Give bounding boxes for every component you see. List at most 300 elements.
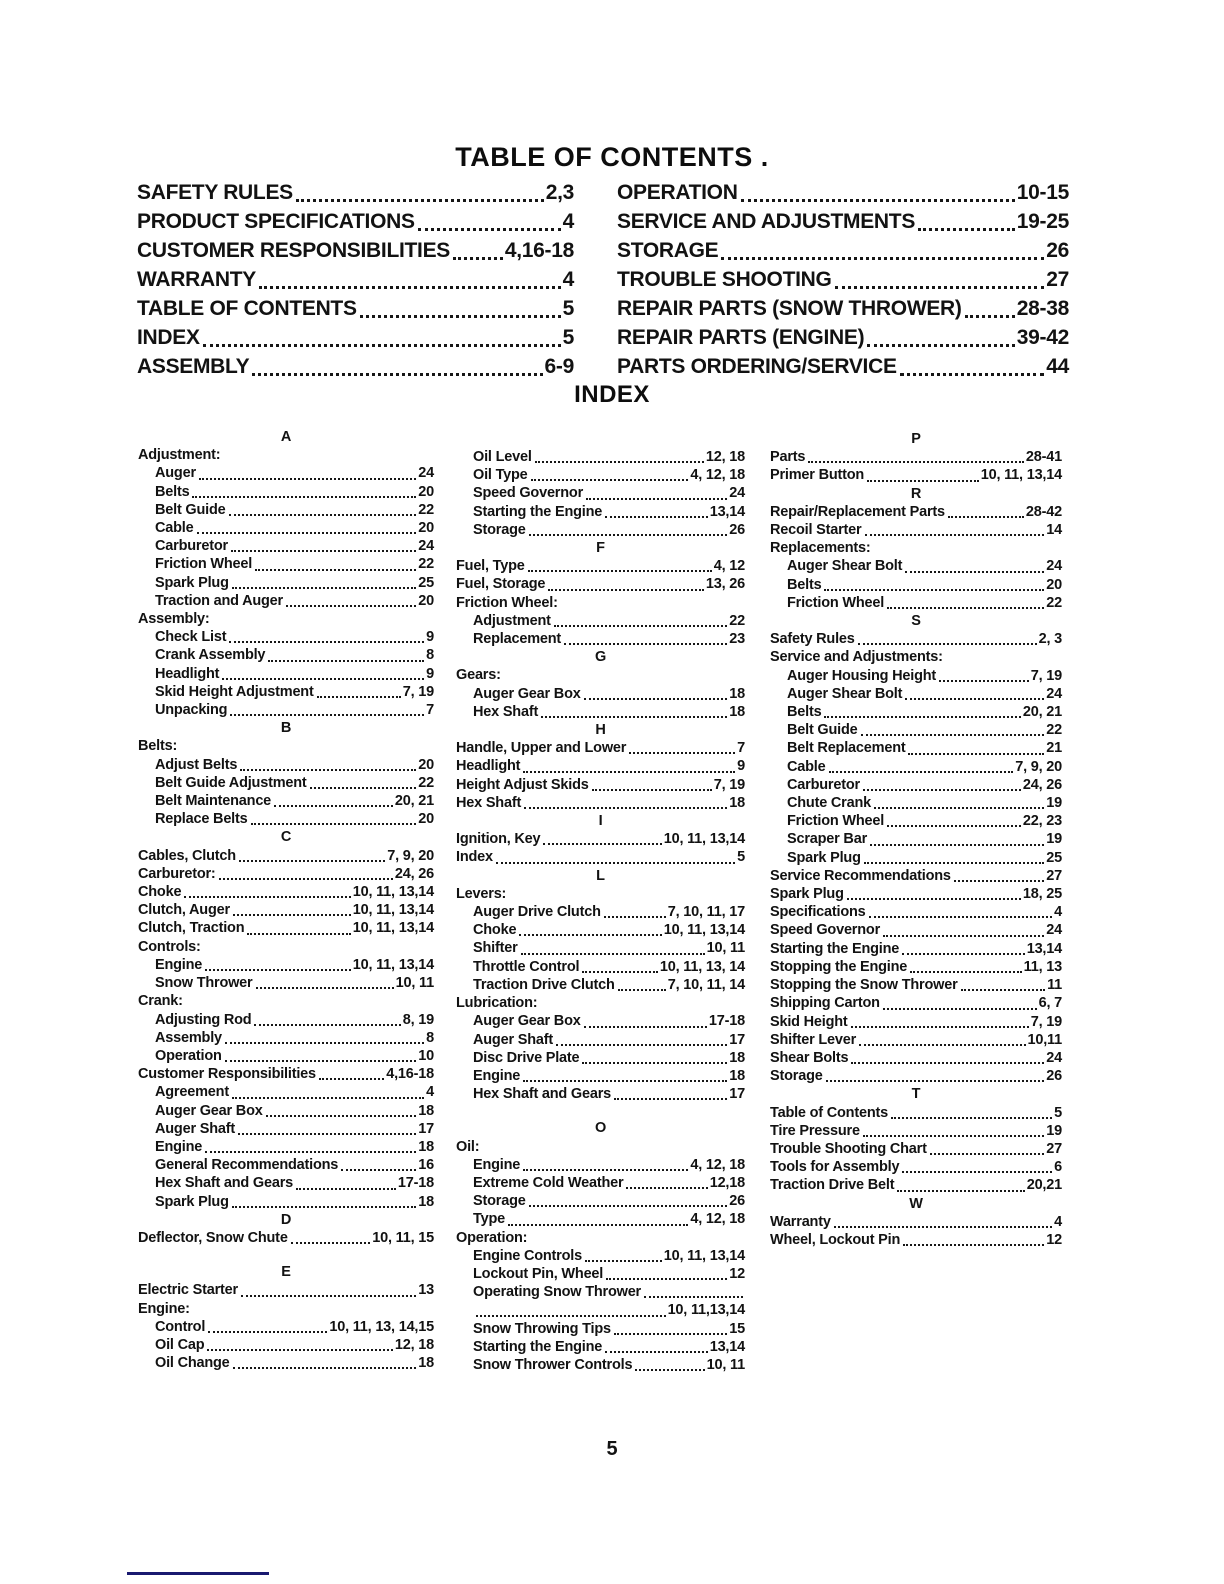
dot-leader bbox=[605, 1351, 708, 1353]
index-entry bbox=[456, 994, 745, 1012]
page-numbers: 12,18 bbox=[709, 1174, 745, 1191]
entry-label: Auger bbox=[155, 465, 196, 482]
entry-label: Fuel, Storage bbox=[456, 576, 546, 593]
dot-leader bbox=[592, 789, 712, 791]
index-entry bbox=[770, 921, 1062, 939]
entry-label: Agreement bbox=[155, 1084, 229, 1101]
spacer bbox=[456, 1103, 745, 1119]
dot-leader bbox=[543, 843, 661, 845]
index-entry bbox=[456, 1229, 745, 1247]
dot-leader bbox=[291, 1242, 371, 1244]
page-numbers: 2, 3 bbox=[1038, 631, 1062, 648]
index-entry bbox=[617, 207, 1069, 236]
index-entry bbox=[617, 352, 1069, 381]
entry-label: Spark Plug bbox=[155, 574, 229, 591]
index-entry bbox=[770, 849, 1062, 867]
dot-leader bbox=[614, 1098, 727, 1100]
entry-label: Auger Housing Height bbox=[787, 667, 937, 684]
page-numbers: 26 bbox=[729, 521, 745, 538]
page-numbers: 9 bbox=[426, 665, 434, 682]
page-numbers: 10, 11,13,14 bbox=[667, 1302, 745, 1319]
entry-label: INDEX bbox=[137, 326, 200, 349]
index-entry bbox=[138, 938, 434, 956]
index-entry bbox=[770, 1231, 1062, 1249]
entry-label: TROUBLE SHOOTING bbox=[617, 268, 832, 291]
toc-title: TABLE OF CONTENTS . bbox=[455, 142, 769, 172]
entry-label: Auger Gear Box bbox=[473, 685, 581, 702]
index-entry bbox=[770, 1140, 1062, 1158]
index-entry bbox=[138, 592, 434, 610]
entry-label: Ignition, Key bbox=[456, 831, 541, 848]
index-entry bbox=[456, 703, 745, 721]
index-entry bbox=[770, 1031, 1062, 1049]
dot-leader bbox=[883, 935, 1044, 937]
index-entry bbox=[138, 901, 434, 919]
entry-label: Shifter bbox=[473, 940, 518, 957]
index-entry bbox=[770, 557, 1062, 575]
entry-label: Specifications bbox=[770, 904, 866, 921]
entry-label: CUSTOMER RESPONSIBILITIES bbox=[137, 239, 450, 262]
dot-leader bbox=[582, 1062, 727, 1064]
index-entry bbox=[138, 1047, 434, 1065]
index-entry bbox=[138, 1065, 434, 1083]
entry-label: STORAGE bbox=[617, 239, 719, 262]
page-numbers: 20 bbox=[418, 483, 434, 500]
entry-label: WARRANTY bbox=[137, 268, 256, 291]
dot-leader bbox=[197, 532, 417, 534]
entry-label: Spark Plug bbox=[155, 1193, 229, 1210]
entry-label: Speed Governor bbox=[473, 485, 584, 502]
index-entry bbox=[138, 1083, 434, 1101]
index-entry bbox=[770, 576, 1062, 594]
page-numbers: 28-42 bbox=[1025, 503, 1062, 520]
dot-leader bbox=[887, 825, 1021, 827]
page-numbers: 19-25 bbox=[1016, 210, 1069, 233]
entry-label: Headlight bbox=[456, 758, 521, 775]
entry-label: Storage bbox=[473, 521, 526, 538]
index-entry bbox=[770, 958, 1062, 976]
page-numbers: 21 bbox=[1046, 740, 1062, 757]
entry-label: Lockout Pin, Wheel bbox=[473, 1265, 604, 1282]
entry-label: Speed Governor bbox=[770, 922, 881, 939]
dot-leader bbox=[905, 571, 1044, 573]
entry-label: Type bbox=[473, 1211, 505, 1228]
page-numbers: 7, 9, 20 bbox=[1015, 758, 1062, 775]
index-letter-heading: C bbox=[280, 829, 292, 846]
dot-leader bbox=[529, 1205, 728, 1207]
index-entry bbox=[617, 178, 1069, 207]
page-numbers: 10, 11, 13,14 bbox=[352, 956, 434, 973]
index-entry bbox=[770, 940, 1062, 958]
entry-label: Hex Shaft bbox=[456, 794, 522, 811]
page-numbers: 4, 12 bbox=[713, 558, 745, 575]
entry-label: Stopping the Engine bbox=[770, 958, 908, 975]
index-entry bbox=[456, 1247, 745, 1265]
dot-leader bbox=[834, 1226, 1052, 1228]
index-entry bbox=[456, 612, 745, 630]
dot-leader bbox=[207, 1349, 393, 1351]
entry-label: Control bbox=[155, 1318, 206, 1335]
index-entry bbox=[137, 207, 574, 236]
page-numbers: 24 bbox=[1046, 685, 1062, 702]
index-entry bbox=[617, 236, 1069, 265]
page-numbers: 19 bbox=[1046, 1122, 1062, 1139]
dot-leader bbox=[948, 516, 1024, 518]
entry-label: Oil Cap bbox=[155, 1336, 205, 1353]
entry-label: Auger Gear Box bbox=[155, 1102, 263, 1119]
entry-label: Auger Gear Box bbox=[473, 1013, 581, 1030]
dot-leader bbox=[251, 823, 417, 825]
index-entry bbox=[456, 521, 745, 539]
index-entry bbox=[456, 1138, 745, 1156]
index-entry bbox=[456, 685, 745, 703]
index-entry bbox=[456, 1031, 745, 1049]
page-numbers: 20 bbox=[418, 592, 434, 609]
entry-label: Traction and Auger bbox=[155, 592, 283, 609]
index-entry bbox=[138, 519, 434, 537]
entry-label: Service Recommendations bbox=[770, 867, 951, 884]
entry-label: Adjustment bbox=[473, 612, 551, 629]
index-entry bbox=[770, 867, 1062, 885]
dot-leader bbox=[606, 1278, 727, 1280]
index-entry bbox=[138, 883, 434, 901]
dot-leader bbox=[232, 1206, 417, 1208]
dot-leader bbox=[864, 862, 1045, 864]
index-entry bbox=[456, 958, 745, 976]
page-numbers: 13,14 bbox=[709, 1338, 745, 1355]
dot-leader bbox=[930, 1153, 1045, 1155]
index-entry bbox=[138, 1011, 434, 1029]
index-entry bbox=[138, 1281, 434, 1299]
index-entry bbox=[456, 1085, 745, 1103]
entry-label: Cable bbox=[787, 758, 826, 775]
page-numbers: 27 bbox=[1046, 268, 1069, 291]
index-entry bbox=[770, 976, 1062, 994]
dot-leader bbox=[626, 1187, 707, 1189]
entry-label: Belt Guide bbox=[787, 722, 858, 739]
entry-label: Operation bbox=[155, 1047, 222, 1064]
index-letter-heading: W bbox=[909, 1195, 923, 1212]
page-numbers: 18, 25 bbox=[1022, 886, 1062, 903]
index-entry bbox=[770, 1049, 1062, 1067]
dot-leader bbox=[239, 860, 385, 862]
entry-label: Headlight bbox=[155, 665, 220, 682]
index-entry bbox=[138, 1138, 434, 1156]
index-entry bbox=[456, 557, 745, 575]
entry-label: Cables, Clutch bbox=[138, 847, 236, 864]
entry-label: Choke bbox=[138, 884, 182, 901]
entry-label: Operation: bbox=[456, 1229, 528, 1246]
dot-leader bbox=[259, 286, 561, 289]
index-entry bbox=[138, 665, 434, 683]
page-numbers: 18 bbox=[418, 1355, 434, 1372]
spacer bbox=[138, 1247, 434, 1263]
index-entry bbox=[770, 885, 1062, 903]
entry-label: Electric Starter bbox=[138, 1282, 238, 1299]
page-numbers: 7, 19 bbox=[402, 683, 434, 700]
dot-leader bbox=[219, 878, 393, 880]
index-entry bbox=[770, 758, 1062, 776]
index-entry bbox=[770, 794, 1062, 812]
index-entry bbox=[617, 265, 1069, 294]
entry-label: Starting the Engine bbox=[473, 503, 603, 520]
dot-leader bbox=[903, 1244, 1044, 1246]
index-entry bbox=[456, 976, 745, 994]
index-entry bbox=[456, 1356, 745, 1374]
entry-label: Clutch, Auger bbox=[138, 902, 230, 919]
page-numbers: 4 bbox=[1054, 1213, 1062, 1230]
page-numbers: 6 bbox=[1054, 1159, 1062, 1176]
dot-leader bbox=[826, 1080, 1045, 1082]
page-numbers: 25 bbox=[1046, 849, 1062, 866]
index-entry bbox=[138, 1193, 434, 1211]
index-entry bbox=[137, 178, 574, 207]
page-numbers: 17 bbox=[729, 1086, 745, 1103]
page-numbers: 18 bbox=[418, 1102, 434, 1119]
index-entry bbox=[138, 1029, 434, 1047]
index-entry bbox=[456, 830, 745, 848]
index-entry bbox=[138, 701, 434, 719]
entry-label: Replacements: bbox=[770, 540, 871, 557]
dot-leader bbox=[230, 714, 424, 716]
page-numbers: 12 bbox=[729, 1265, 745, 1282]
entry-label: Engine Controls bbox=[473, 1247, 582, 1264]
page-numbers: 22, 23 bbox=[1022, 813, 1062, 830]
page-numbers: 4 bbox=[1054, 904, 1062, 921]
index-entry bbox=[770, 903, 1062, 921]
index-entry bbox=[456, 1192, 745, 1210]
index-entry bbox=[770, 1067, 1062, 1085]
entry-label: Assembly: bbox=[138, 611, 210, 628]
toc-column-right bbox=[617, 178, 1069, 381]
dot-leader bbox=[865, 534, 1045, 536]
entry-label: Index bbox=[456, 849, 493, 866]
dot-leader bbox=[496, 862, 735, 864]
index-entry bbox=[770, 1013, 1062, 1031]
entry-label: Belt Guide bbox=[155, 501, 226, 518]
dot-leader bbox=[255, 569, 416, 571]
dot-leader bbox=[961, 989, 1046, 991]
entry-label: Friction Wheel bbox=[787, 594, 885, 611]
index-entry bbox=[456, 1320, 745, 1338]
index-entry bbox=[138, 956, 434, 974]
index-entry bbox=[138, 1102, 434, 1120]
entry-label: Spark Plug bbox=[770, 886, 844, 903]
dot-leader bbox=[529, 534, 728, 536]
page-numbers: 24 bbox=[418, 538, 434, 555]
page-numbers: 6, 7 bbox=[1038, 995, 1062, 1012]
index-letter-heading: P bbox=[911, 431, 921, 447]
dot-leader bbox=[863, 1135, 1044, 1137]
index-entry bbox=[456, 1283, 745, 1301]
index-entry bbox=[770, 685, 1062, 703]
entry-label: Chute Crank bbox=[787, 795, 872, 812]
index-title: INDEX bbox=[574, 381, 650, 408]
dot-leader bbox=[897, 1190, 1024, 1192]
entry-label: Height Adjust Skids bbox=[456, 776, 589, 793]
page-numbers: 24 bbox=[1046, 1049, 1062, 1066]
index-entry bbox=[770, 812, 1062, 830]
entry-label: Replace Belts bbox=[155, 811, 248, 828]
index-entry bbox=[138, 501, 434, 519]
dot-leader bbox=[508, 1224, 688, 1226]
dot-leader bbox=[618, 989, 666, 991]
entry-label: Belts bbox=[787, 704, 822, 721]
entry-label: Extreme Cold Weather bbox=[473, 1174, 624, 1191]
page-numbers: 10-15 bbox=[1016, 181, 1069, 204]
page-numbers: 24, 26 bbox=[1022, 776, 1062, 793]
index-entry bbox=[770, 994, 1062, 1012]
entry-label: Oil Level bbox=[473, 449, 532, 465]
dot-leader bbox=[582, 971, 658, 973]
index-entry bbox=[456, 594, 745, 612]
dot-leader bbox=[900, 373, 1045, 376]
index-entry bbox=[138, 1174, 434, 1192]
entry-label: PRODUCT SPECIFICATIONS bbox=[137, 210, 415, 233]
entry-label: Belts bbox=[787, 576, 822, 593]
entry-label: Repair/Replacement Parts bbox=[770, 503, 945, 520]
entry-label: Crank Assembly bbox=[155, 647, 266, 664]
entry-label: Traction Drive Belt bbox=[770, 1177, 895, 1194]
dot-leader bbox=[231, 550, 416, 552]
dot-leader bbox=[232, 1097, 424, 1099]
dot-leader bbox=[629, 752, 735, 754]
dot-leader bbox=[296, 1188, 396, 1190]
dot-leader bbox=[266, 1115, 417, 1117]
index-entry bbox=[456, 885, 745, 903]
dot-leader bbox=[192, 496, 416, 498]
index-entry bbox=[138, 865, 434, 883]
page-numbers: 20, 21 bbox=[1022, 704, 1062, 721]
dot-leader bbox=[863, 789, 1021, 791]
entry-label: Belt Replacement bbox=[787, 740, 906, 757]
dot-leader bbox=[902, 1171, 1052, 1173]
entry-label: Scraper Bar bbox=[787, 831, 868, 848]
page-numbers: 12 bbox=[1046, 1231, 1062, 1248]
index-letter-heading: T bbox=[911, 1086, 921, 1103]
page-numbers: 7, 10, 11, 17 bbox=[667, 904, 745, 921]
page-numbers: 17-18 bbox=[397, 1175, 434, 1192]
page-numbers: 7, 19 bbox=[713, 776, 745, 793]
page-numbers: 20 bbox=[418, 811, 434, 828]
entry-label: Auger Shear Bolt bbox=[787, 558, 903, 575]
dot-leader bbox=[225, 1042, 424, 1044]
page-numbers: 27 bbox=[1046, 867, 1062, 884]
page-numbers: 24, 26 bbox=[394, 865, 434, 882]
page-numbers: 11 bbox=[1047, 977, 1062, 994]
entry-label: Carburetor bbox=[787, 776, 860, 793]
index-entry bbox=[456, 1265, 745, 1283]
dot-leader bbox=[908, 753, 1044, 755]
index-letter-heading: I bbox=[598, 813, 603, 830]
page-numbers: 27 bbox=[1046, 1140, 1062, 1157]
page-numbers: 18 bbox=[729, 703, 745, 720]
index-entry bbox=[456, 666, 745, 684]
index-letter-heading: E bbox=[281, 1264, 291, 1281]
entry-label: Controls: bbox=[138, 938, 201, 955]
entry-label: Replacement bbox=[473, 631, 562, 648]
index-entry bbox=[137, 236, 574, 265]
dot-leader bbox=[541, 716, 727, 718]
index-entry bbox=[138, 628, 434, 646]
page-numbers: 9 bbox=[737, 758, 745, 775]
entry-label: ASSEMBLY bbox=[137, 355, 250, 378]
dot-leader bbox=[808, 461, 1024, 463]
page-numbers: 4, 12, 18 bbox=[690, 1156, 745, 1173]
dot-leader bbox=[184, 896, 350, 898]
entry-label: Wheel, Lockout Pin bbox=[770, 1231, 901, 1248]
dot-leader bbox=[252, 373, 542, 376]
entry-label: Tire Pressure bbox=[770, 1122, 860, 1139]
index-entry bbox=[456, 921, 745, 939]
entry-label: Adjusting Rod bbox=[155, 1011, 252, 1028]
page-numbers: 24 bbox=[1046, 558, 1062, 575]
index-entry bbox=[456, 503, 745, 521]
index-entry bbox=[138, 792, 434, 810]
index-column-3 bbox=[770, 430, 1062, 1249]
page-numbers: 5 bbox=[562, 326, 574, 349]
entry-label: Auger Shear Bolt bbox=[787, 685, 903, 702]
dot-leader bbox=[360, 315, 561, 318]
index-entry bbox=[770, 667, 1062, 685]
page-numbers: 23 bbox=[729, 631, 745, 648]
index-entry bbox=[456, 484, 745, 502]
entry-label: Levers: bbox=[456, 885, 507, 902]
entry-label: REPAIR PARTS (ENGINE) bbox=[617, 326, 865, 349]
entry-label: Shifter Lever bbox=[770, 1031, 857, 1048]
page-numbers: 13,14 bbox=[709, 503, 745, 520]
index-entry bbox=[137, 352, 574, 381]
index-entry bbox=[770, 594, 1062, 612]
index-entry bbox=[456, 1338, 745, 1356]
entry-label: Auger Drive Clutch bbox=[473, 904, 601, 921]
dot-leader bbox=[867, 344, 1015, 347]
page-numbers: 4,16-18 bbox=[504, 239, 574, 262]
dot-leader bbox=[741, 199, 1015, 202]
page-numbers: 10, 11, 13,14 bbox=[663, 922, 745, 939]
index-entry bbox=[770, 776, 1062, 794]
index-letter-heading: D bbox=[280, 1211, 292, 1228]
page-numbers: 10, 11, 13,14 bbox=[663, 831, 745, 848]
footer-rule bbox=[127, 1572, 269, 1575]
entry-label: Fuel, Type bbox=[456, 558, 525, 575]
index-entry bbox=[456, 1012, 745, 1030]
entry-label: Throttle Control bbox=[473, 958, 580, 975]
entry-label: Oil: bbox=[456, 1138, 480, 1155]
index-entry bbox=[456, 1067, 745, 1085]
page-numbers: 28-38 bbox=[1016, 297, 1069, 320]
entry-label: Storage bbox=[770, 1068, 823, 1085]
page-numbers: 18 bbox=[729, 1049, 745, 1066]
dot-leader bbox=[584, 698, 728, 700]
index-entry bbox=[770, 648, 1062, 666]
index-entry bbox=[138, 1300, 434, 1318]
page-numbers: 4,16-18 bbox=[386, 1066, 434, 1083]
entry-label: Engine bbox=[155, 956, 203, 973]
page-numbers: 24 bbox=[418, 465, 434, 482]
entry-label: Table of Contents bbox=[770, 1104, 888, 1121]
index-entry bbox=[138, 537, 434, 555]
page-numbers: 5 bbox=[1054, 1104, 1062, 1121]
index-entry bbox=[770, 1176, 1062, 1194]
dot-leader bbox=[205, 969, 351, 971]
page-numbers: 4, 12, 18 bbox=[690, 1211, 745, 1228]
index-entry bbox=[138, 1156, 434, 1174]
index-entry bbox=[770, 1213, 1062, 1231]
page-numbers: 18 bbox=[418, 1138, 434, 1155]
entry-label: Traction Drive Clutch bbox=[473, 976, 615, 993]
dot-leader bbox=[418, 228, 561, 231]
